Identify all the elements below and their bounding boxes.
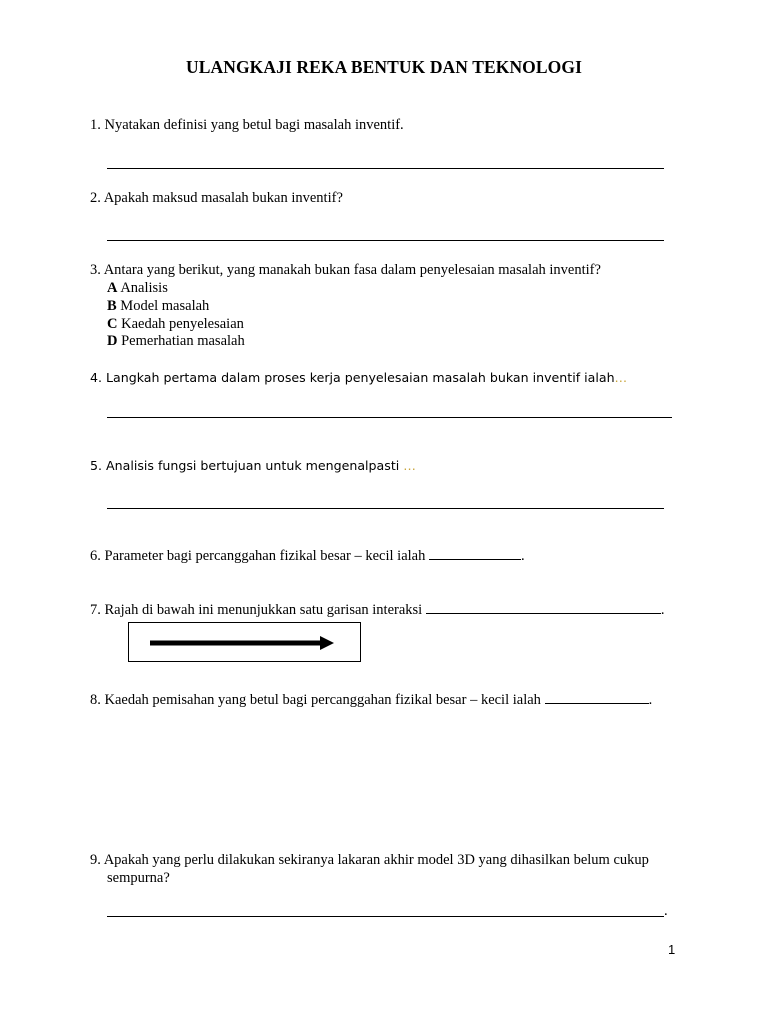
question-6 — [90, 546, 525, 565]
question-5-ellipsis: … — [399, 458, 416, 473]
answer-line-1[interactable] — [107, 168, 664, 169]
answer-line-5[interactable] — [107, 508, 664, 509]
question-7-text: 7. Rajah di bawah ini menunjukkan satu garisan interaksi — [90, 602, 423, 618]
interaction-line-figure — [128, 622, 361, 662]
question-9-line-2: sempurna? — [107, 870, 170, 886]
question-4-ellipsis: … — [614, 370, 628, 385]
option-text: Pemerhatian masalah — [121, 333, 245, 349]
option-letter: D — [107, 333, 118, 349]
question-1: 1. Nyatakan definisi yang betul bagi masalah inventif. — [90, 117, 404, 133]
page-number: 1 — [668, 942, 676, 957]
question-8-period: . — [648, 692, 653, 708]
question-5 — [90, 457, 416, 475]
option-text: Model masalah — [120, 298, 210, 314]
question-5-text: 5. Analisis fungsi bertujuan untuk mengenalpasti — [90, 458, 400, 473]
option-letter: A — [107, 280, 118, 296]
arrow-right-icon — [129, 623, 360, 661]
question-7 — [90, 600, 664, 619]
answer-blank-7[interactable] — [426, 600, 661, 614]
option-letter: B — [107, 298, 117, 314]
answer-blank-6[interactable] — [429, 546, 521, 560]
question-9-line-1: 9. Apakah yang perlu dilakukan sekiranya lakaran akhir model 3D yang dihasilkan belum cukup — [90, 852, 649, 868]
question-4 — [90, 369, 627, 387]
option-a[interactable] — [107, 279, 168, 297]
answer-line-4[interactable] — [107, 417, 672, 418]
question-4-text: 4. Langkah pertama dalam proses kerja penyelesaian masalah bukan inventif ialah — [90, 370, 615, 385]
option-b[interactable] — [107, 297, 209, 315]
question-7-period: . — [660, 602, 665, 618]
question-9-period: . — [664, 903, 668, 919]
answer-blank-8[interactable] — [545, 690, 649, 704]
question-3: 3. Antara yang berikut, yang manakah bukan fasa dalam penyelesaian masalah inventif? — [90, 262, 601, 278]
question-2: 2. Apakah maksud masalah bukan inventif? — [90, 190, 343, 206]
option-letter: C — [107, 316, 118, 332]
question-8-text: 8. Kaedah pemisahan yang betul bagi percanggahan fizikal besar – kecil ialah — [90, 692, 541, 708]
page-title: ULANGKAJI REKA BENTUK DAN TEKNOLOGI — [185, 57, 583, 77]
answer-line-2[interactable] — [107, 240, 664, 241]
option-d[interactable] — [107, 332, 245, 350]
question-6-text: 6. Parameter bagi percanggahan fizikal besar – kecil ialah — [90, 548, 426, 564]
answer-line-9[interactable] — [107, 916, 664, 917]
question-8 — [90, 690, 652, 709]
question-6-period: . — [520, 548, 525, 564]
option-c[interactable] — [107, 315, 244, 333]
option-text: Kaedah penyelesaian — [121, 316, 244, 332]
option-text: Analisis — [120, 280, 168, 296]
